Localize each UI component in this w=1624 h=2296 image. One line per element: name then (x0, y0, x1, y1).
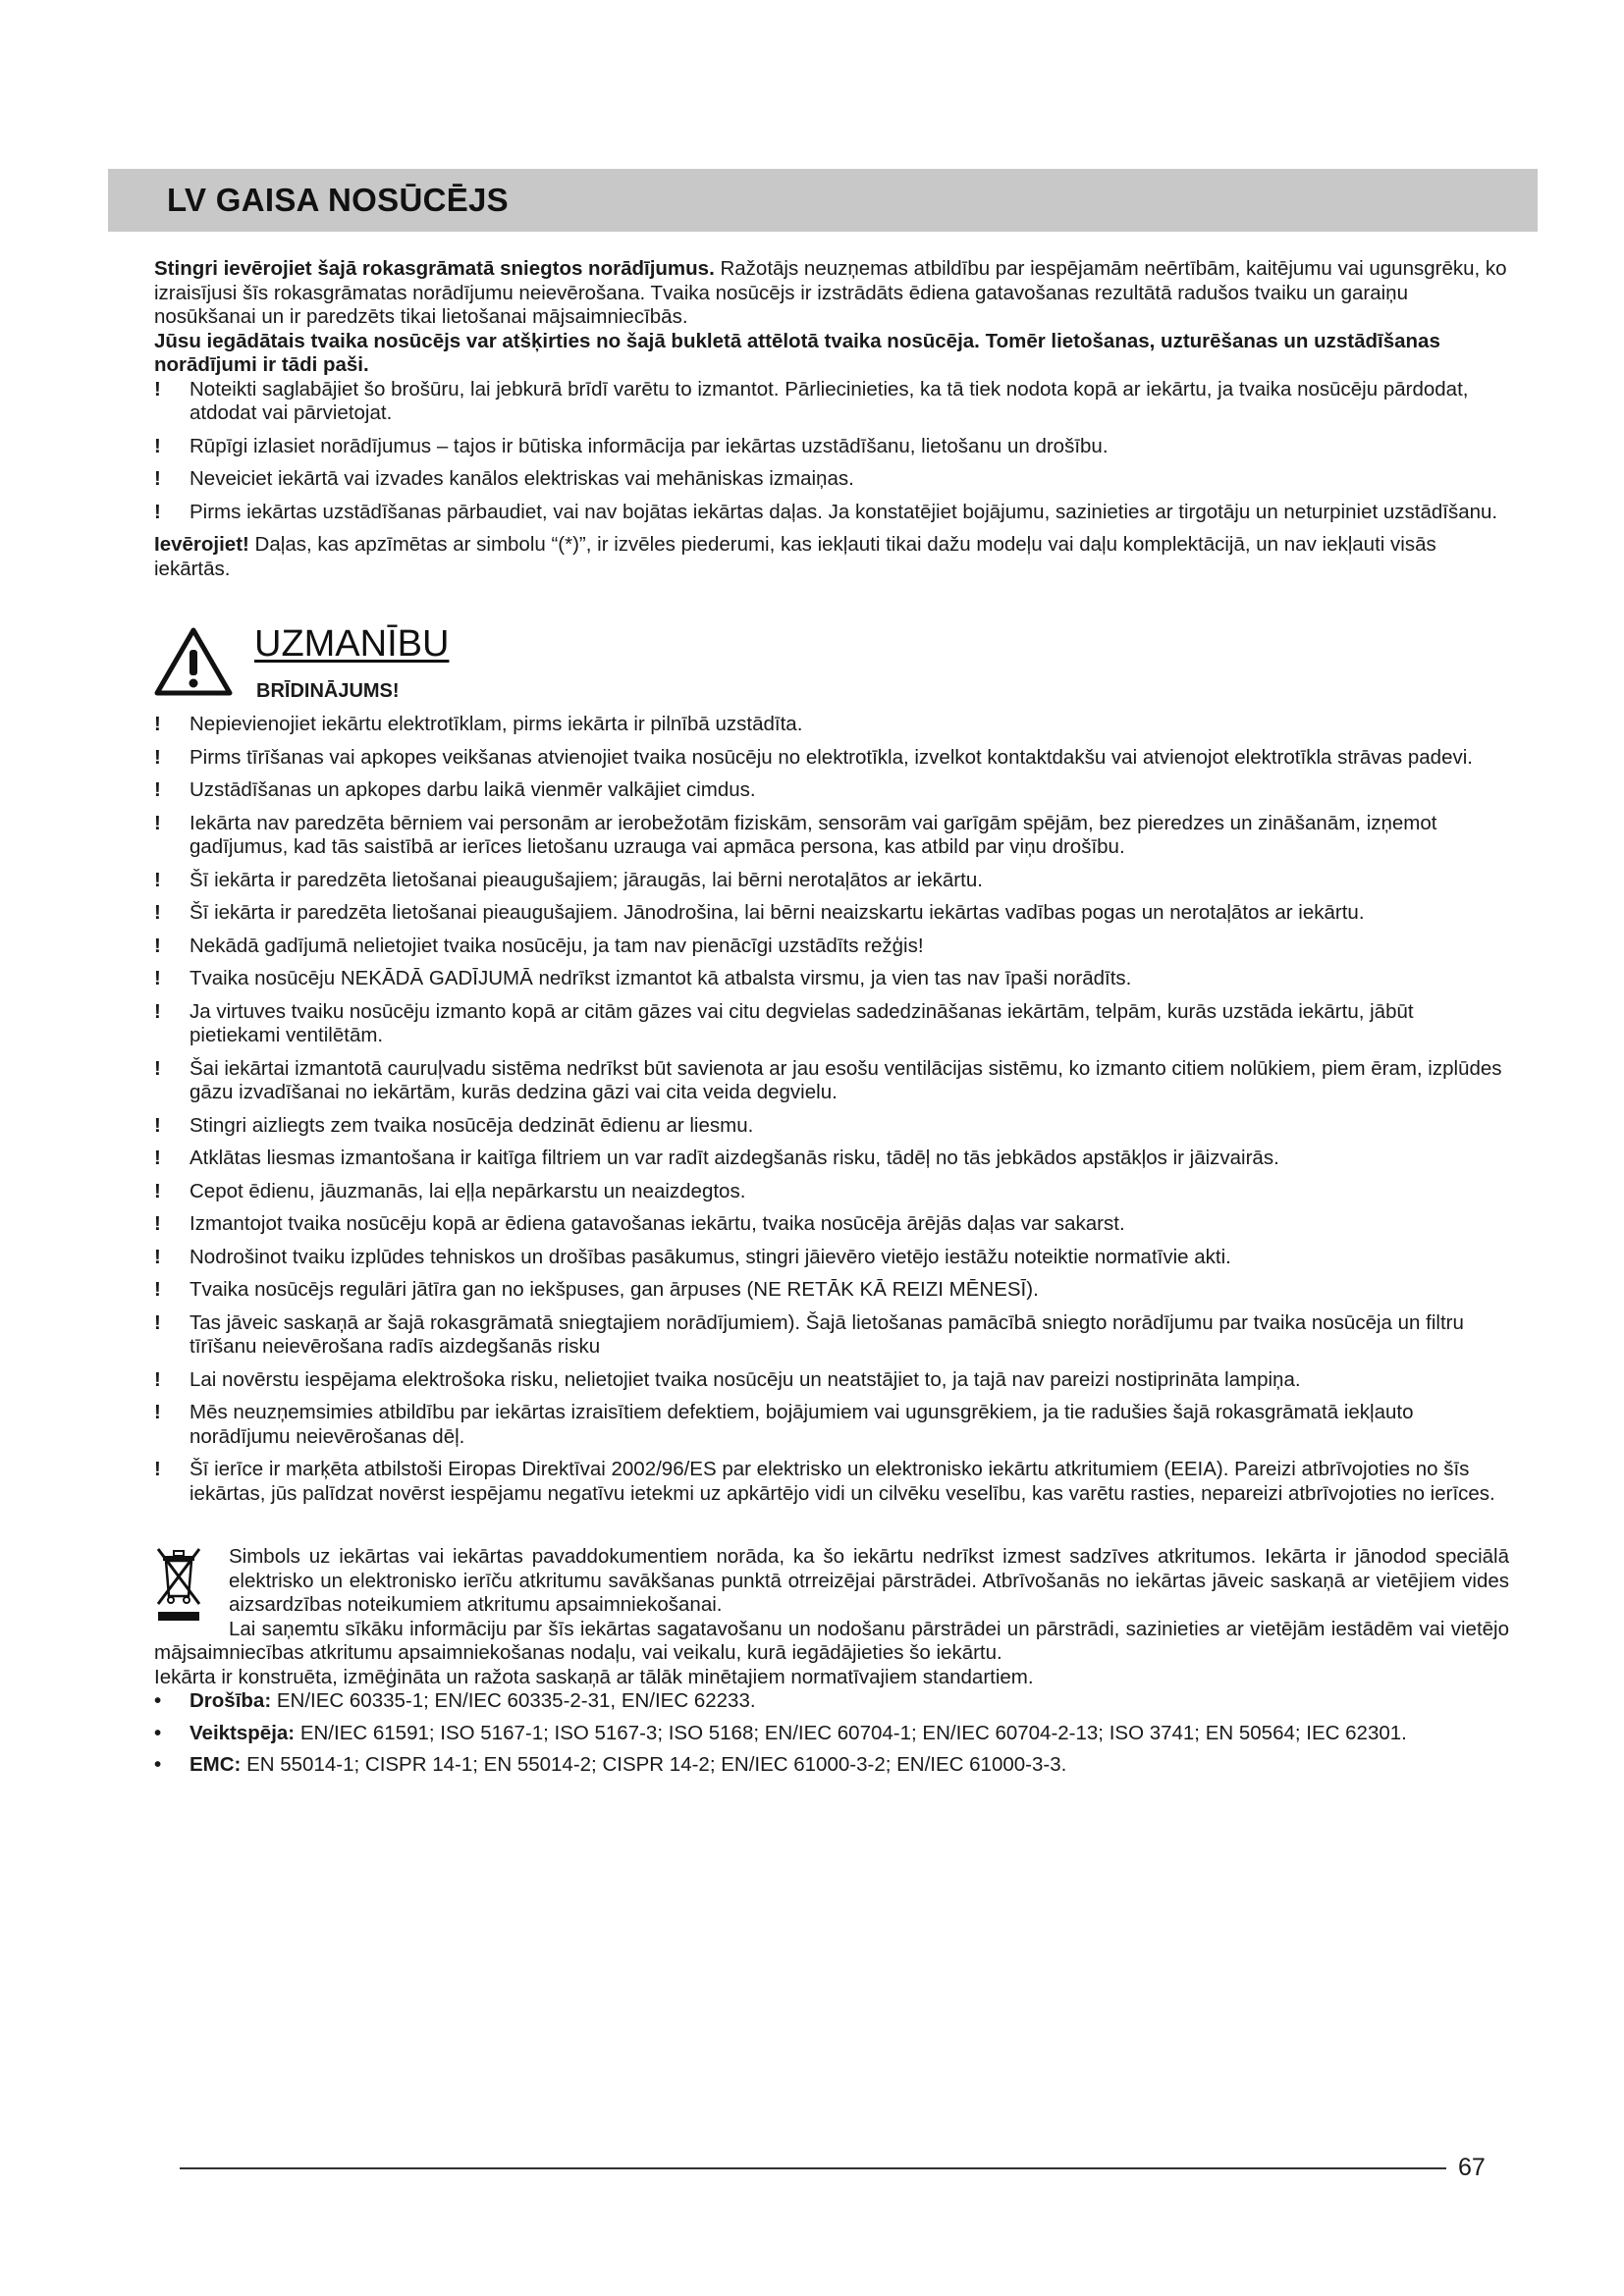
page-number: 67 (1458, 2154, 1486, 2181)
list-item: ! Lai novērstu iespējama elektrošoka risku, nelietojiet tvaika nosūcēju un neatstājiet to, ja tajā nav pareizi nostiprināta lampiņa. (154, 1368, 1509, 1393)
footer-divider (180, 2167, 1446, 2169)
list-item: ! Stingri aizliegts zem tvaika nosūcēja dedzināt ēdienu ar liesmu. (154, 1114, 1509, 1139)
list-item: ! Pirms tīrīšanas vai apkopes veikšanas atvienojiet tvaika nosūcēju no elektrotīkla, izvelkot kontaktdakšu vai atvienojot elektrotīkla strāvas padevi. (154, 746, 1509, 771)
list-item (154, 1753, 1509, 1778)
list-item: ! Šī iekārta ir paredzēta lietošanai pieaugušajiem. Jānodrošina, lai bērni neaizskartu iekārtas vadības pogas un nerotaļātos ar iekārtu. (154, 901, 1509, 926)
list-item: ! Šai iekārtai izmantotā cauruļvadu sistēma nedrīkst būt savienota ar jau esošu ventilācijas sistēmu, ko izmanto citiem nolūkiem, piem ēram, izplūdes gāzu izvadīšanai no iekārtām, kurās dedzina gāzi vai cita veida degvielu. (154, 1057, 1509, 1105)
intro-list (154, 378, 1509, 525)
list-item: ! Rūpīgi izlasiet norādījumus – tajos ir būtiska informācija par iekārtas uzstādīšanu, lietošanu un drošību. (154, 435, 1509, 459)
list-item: ! Ja virtuves tvaiku nosūcēju izmanto kopā ar citām gāzes vai citu degvielas sadedzināšanas iekārtām, telpām, kurās uzstāda iekārtu, jābūt pietiekami ventilētām. (154, 1000, 1509, 1048)
warning-subtitle: BRĪDINĀJUMS! (256, 680, 400, 702)
note-text: Daļas, kas apzīmētas ar simbolu “(*)”, ir izvēles piederumi, kas iekļauti tikai dažu modeļu vai daļu komplektācijā, un nav iekļauti visās iekārtās. (154, 533, 1436, 580)
list-item: ! Atklātas liesmas izmantošana ir kaitīga filtriem un var radīt aizdegšanās risku, tādēļ no tās jebkādos apstākļos ir jāizvairās. (154, 1147, 1509, 1171)
warning-list (154, 713, 1509, 1506)
optional-parts-note (154, 533, 1509, 581)
page-content (154, 257, 1509, 1786)
warning-heading-block (154, 622, 1509, 713)
list-item: ! Uzstādīšanas un apkopes darbu laikā vienmēr valkājiet cimdus. (154, 778, 1509, 803)
list-item (154, 1722, 1509, 1746)
intro-notice: Jūsu iegādātais tvaika nosūcējs var atšķirties no šajā bukletā attēlotā tvaika nosūcēja. Tomēr lietošanas, uzturēšanas un uzstādīšanas norādījumi ir tādi paši. (154, 329, 1440, 376)
warning-triangle-icon (154, 626, 233, 697)
intro-paragraph (154, 257, 1509, 330)
intro-block (154, 257, 1509, 581)
list-item: ! Nepievienojiet iekārtu elektrotīklam, pirms iekārta ir pilnībā uzstādīta. (154, 713, 1509, 737)
crossed-bin-icon (154, 1545, 203, 1624)
list-item (154, 1689, 1509, 1714)
list-item: ! Šī ierīce ir marķēta atbilstoši Eiropas Direktīvai 2002/96/ES par elektrisko un elektronisko iekārtu atkritumiem (EEIA). Pareizi atbrīvojoties no šīs iekārtas, jūs palīdzat novērst iespējamu negatīvu ietekmi uz apkārtējo vidi un cilvēku veselību, kas varētu rasties, nepareizi atbrīvojoties no ierīces. (154, 1458, 1509, 1506)
standards-intro: Iekārta ir konstruēta, izmēģināta un ražota saskaņā ar tālāk minētajiem normatīvajiem standartiem. (154, 1665, 1034, 1688)
weee-paragraph: Simbols uz iekārtas vai iekārtas pavaddokumentiem norāda, ka šo iekārtu nedrīkst izmest sadzīves atkritumos. Iekārta ir jānodod speciālā elektrisko un elektronisko ierīču atkritumu savākšanas punktā otrreizējai pārstrādei. Atbrīvošanās no iekārtas jāveic saskaņā ar vietējiem vides aizsardzības noteikumiem atkritumu apsaimniekošanai. (229, 1545, 1509, 1616)
intro-bold-lead: Stingri ievērojiet šajā rokasgrāmatā sniegtos norādījumus. (154, 257, 715, 280)
weee-disposal-block (154, 1545, 1509, 1666)
note-label: Ievērojiet! (154, 533, 249, 556)
list-item: ! Mēs neuzņemsimies atbildību par iekārtas izraisītiem defektiem, bojājumiem vai ugunsgrēkiem, ja tie radušies šajā rokasgrāmatā iekļauto norādījumu neievērošanas dēļ. (154, 1401, 1509, 1449)
weee-text (154, 1545, 1509, 1666)
list-item: ! Neveiciet iekārtā vai izvades kanālos elektriskas vai mehāniskas izmaiņas. (154, 467, 1509, 492)
standard-label: EMC: (189, 1753, 242, 1776)
section-title: LV GAISA NOSŪCĒJS (167, 182, 509, 218)
intro-text: Ražotājs neuzņemas atbildību par iespējamām neērtībām, kaitējumu vai ugunsgrēku, ko izraisījusi šīs rokasgrāmatas norādījumu neievērošana. Tvaika nosūcējs ir izstrādāts ēdiena gatavošanas rezultātā radušos tvaiku un garaiņu nosūkšanai un ir paredzēts tikai lietošanai mājsaimniecībās. (154, 257, 1507, 328)
list-item: ! Iekārta nav paredzēta bērniem vai personām ar ierobežotām fiziskām, sensorām vai garīgām spējām, bez pieredzes un zināšanām, izņemot gadījumus, kad tās saistībā ar ierīces lietošanu uzrauga vai apmāca persona, kas atbild par viņu drošību. (154, 812, 1509, 860)
list-item: ! Pirms iekārtas uzstādīšanas pārbaudiet, vai nav bojātas iekārtas daļas. Ja konstatējiet bojājumu, sazinieties ar tirgotāju un neturpiniet uzstādīšanu. (154, 501, 1509, 525)
standards-list (154, 1689, 1509, 1778)
list-item: ! Cepot ēdienu, jāuzmanās, lai eļļa nepārkarstu un neaizdegtos. (154, 1180, 1509, 1204)
warning-title: UZMANĪBU (254, 623, 450, 665)
list-item: ! Tvaika nosūcējs regulāri jātīra gan no iekšpuses, gan ārpuses (NE RETĀK KĀ REIZI MĒNESĪ). (154, 1278, 1509, 1303)
list-item: ! Noteikti saglabājiet šo brošūru, lai jebkurā brīdī varētu to izmantot. Pārliecinieties, ka tā tiek nodota kopā ar iekārtu, ja tvaika nosūcēju pārdodat, atdodat vai pārvietojat. (154, 378, 1509, 426)
list-item: ! Izmantojot tvaika nosūcēju kopā ar ēdiena gatavošanas iekārtu, tvaika nosūcēja ārējās daļas var sakarst. (154, 1212, 1509, 1237)
standard-text: EN/IEC 60335-1; EN/IEC 60335-2-31, EN/IEC 62233. (271, 1689, 756, 1712)
weee-paragraph-info: Lai saņemtu sīkāku informāciju par šīs iekārtas sagatavošanu un nodošanu pārstrādei un pārstrādi, sazinieties ar vietējām iestādēm vai vietējo mājsaimniecības atkritumu apsaimniekošanas nodaļu, vai veikalu, kurā iegādājieties šo iekārtu. (154, 1617, 1509, 1664)
list-item: ! Tas jāveic saskaņā ar šajā rokasgrāmatā sniegtajiem norādījumiem). Šajā lietošanas pamācībā sniegto norādījumu par tvaika nosūcēja un filtru tīrīšanu neievērošana radīs aizdegšanās risku (154, 1311, 1509, 1360)
standard-label: Drošība: (189, 1689, 272, 1712)
list-item: ! Tvaika nosūcēju NEKĀDĀ GADĪJUMĀ nedrīkst izmantot kā atbalsta virsmu, ja vien tas nav īpaši norādīts. (154, 967, 1509, 991)
list-item: ! Nekādā gadījumā nelietojiet tvaika nosūcēju, ja tam nav pienācīgi uzstādīts režģis! (154, 934, 1509, 959)
list-item: ! Nodrošinot tvaiku izplūdes tehniskos un drošības pasākumus, stingri jāievēro vietējo iestāžu noteiktie normatīvie akti. (154, 1246, 1509, 1270)
list-item: ! Šī iekārta ir paredzēta lietošanai pieaugušajiem; jāraugās, lai bērni nerotaļātos ar iekārtu. (154, 869, 1509, 893)
standard-text: EN 55014-1; CISPR 14-1; EN 55014-2; CISPR 14-2; EN/IEC 61000-3-2; EN/IEC 61000-3-3. (241, 1753, 1067, 1776)
standard-text: EN/IEC 61591; ISO 5167-1; ISO 5167-3; ISO 5168; EN/IEC 60704-1; EN/IEC 60704-2-13; ISO 3741; EN 50564; IEC 62301. (295, 1721, 1407, 1744)
standard-label: Veiktspēja: (189, 1721, 296, 1744)
section-header-band (108, 169, 1538, 232)
